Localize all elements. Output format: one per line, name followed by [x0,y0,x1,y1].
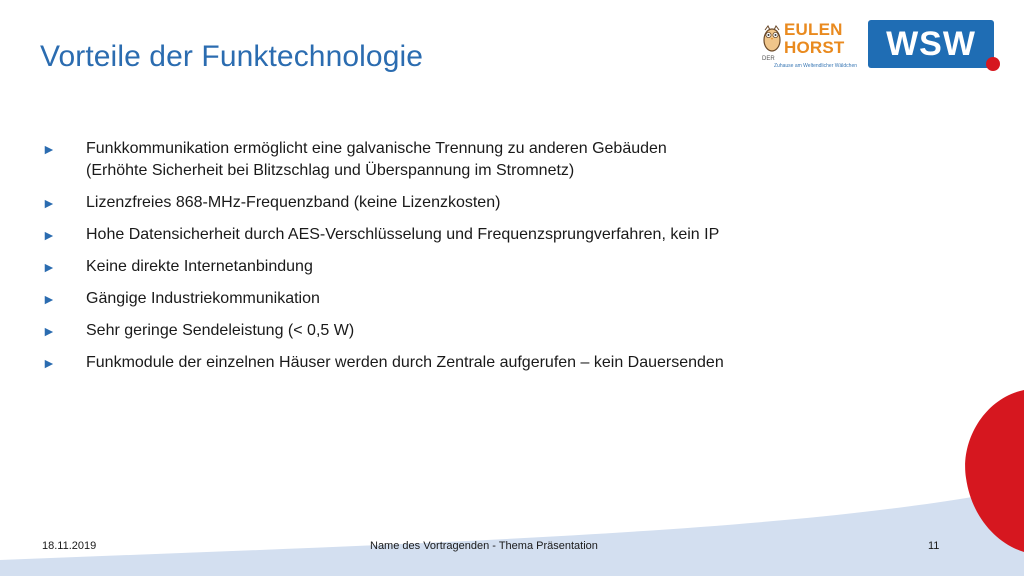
bullet-arrow-icon: ► [42,195,56,211]
bullet-text: Gängige Industriekommunikation [86,290,320,307]
bullet-list [42,138,862,384]
bullet-text: Sehr geringe Sendeleistung (< 0,5 W) [86,322,355,339]
light-blue-wave [0,488,1024,576]
bullet-item [42,288,862,310]
eulen-logo-text-line2: HORST [784,38,845,57]
bullet-arrow-icon: ► [42,323,56,339]
eulen-logo-tagline: Zuhause am Weltendlicher Wäldchen [774,63,858,69]
bullet-text: Lizenzfreies 868-MHz-Frequenzband (keine Lizenzkosten) [86,194,501,211]
bullet-text: Hohe Datensicherheit durch AES-Verschlüsselung und Frequenzsprungverfahren, kein IP [86,226,720,243]
bullet-item [42,138,862,182]
wsw-logo-red-dot [986,57,1000,71]
bullet-text: Keine direkte Internetanbindung [86,258,313,275]
bullet-text: Funkkommunikation ermöglicht eine galvanische Trennung zu anderen Gebäuden [86,140,667,157]
wsw-logo [868,20,994,68]
footer-page-number: 11 [928,540,940,552]
bullet-text: (Erhöhte Sicherheit bei Blitzschlag und Überspannung im Stromnetz) [86,162,575,179]
eulen-logo-der: DER [762,56,775,62]
bullet-arrow-icon: ► [42,227,56,243]
footer-presenter-topic: Name des Vortragenden - Thema Präsentation [370,540,598,552]
bullet-arrow-icon: ► [42,259,56,275]
bullet-item [42,192,862,214]
bullet-text: Funkmodule der einzelnen Häuser werden durch Zentrale aufgerufen – kein Dauersenden [86,354,724,371]
wsw-logo-text: WSW [886,24,976,63]
bullet-item [42,320,862,342]
bullet-arrow-icon: ► [42,141,56,157]
bullet-arrow-icon: ► [42,291,56,307]
owl-icon [762,22,782,54]
logo-area [760,16,1010,76]
bullet-item [42,224,862,246]
bullet-item [42,352,862,374]
bullet-item [42,256,862,278]
slide-title: Vorteile der Funktechnologie [40,40,424,73]
bullet-arrow-icon: ► [42,355,56,371]
eulen-logo-text-line1: EULEN [784,20,843,39]
footer-date: 18.11.2019 [42,540,97,552]
eulenhorst-logo [760,16,860,72]
